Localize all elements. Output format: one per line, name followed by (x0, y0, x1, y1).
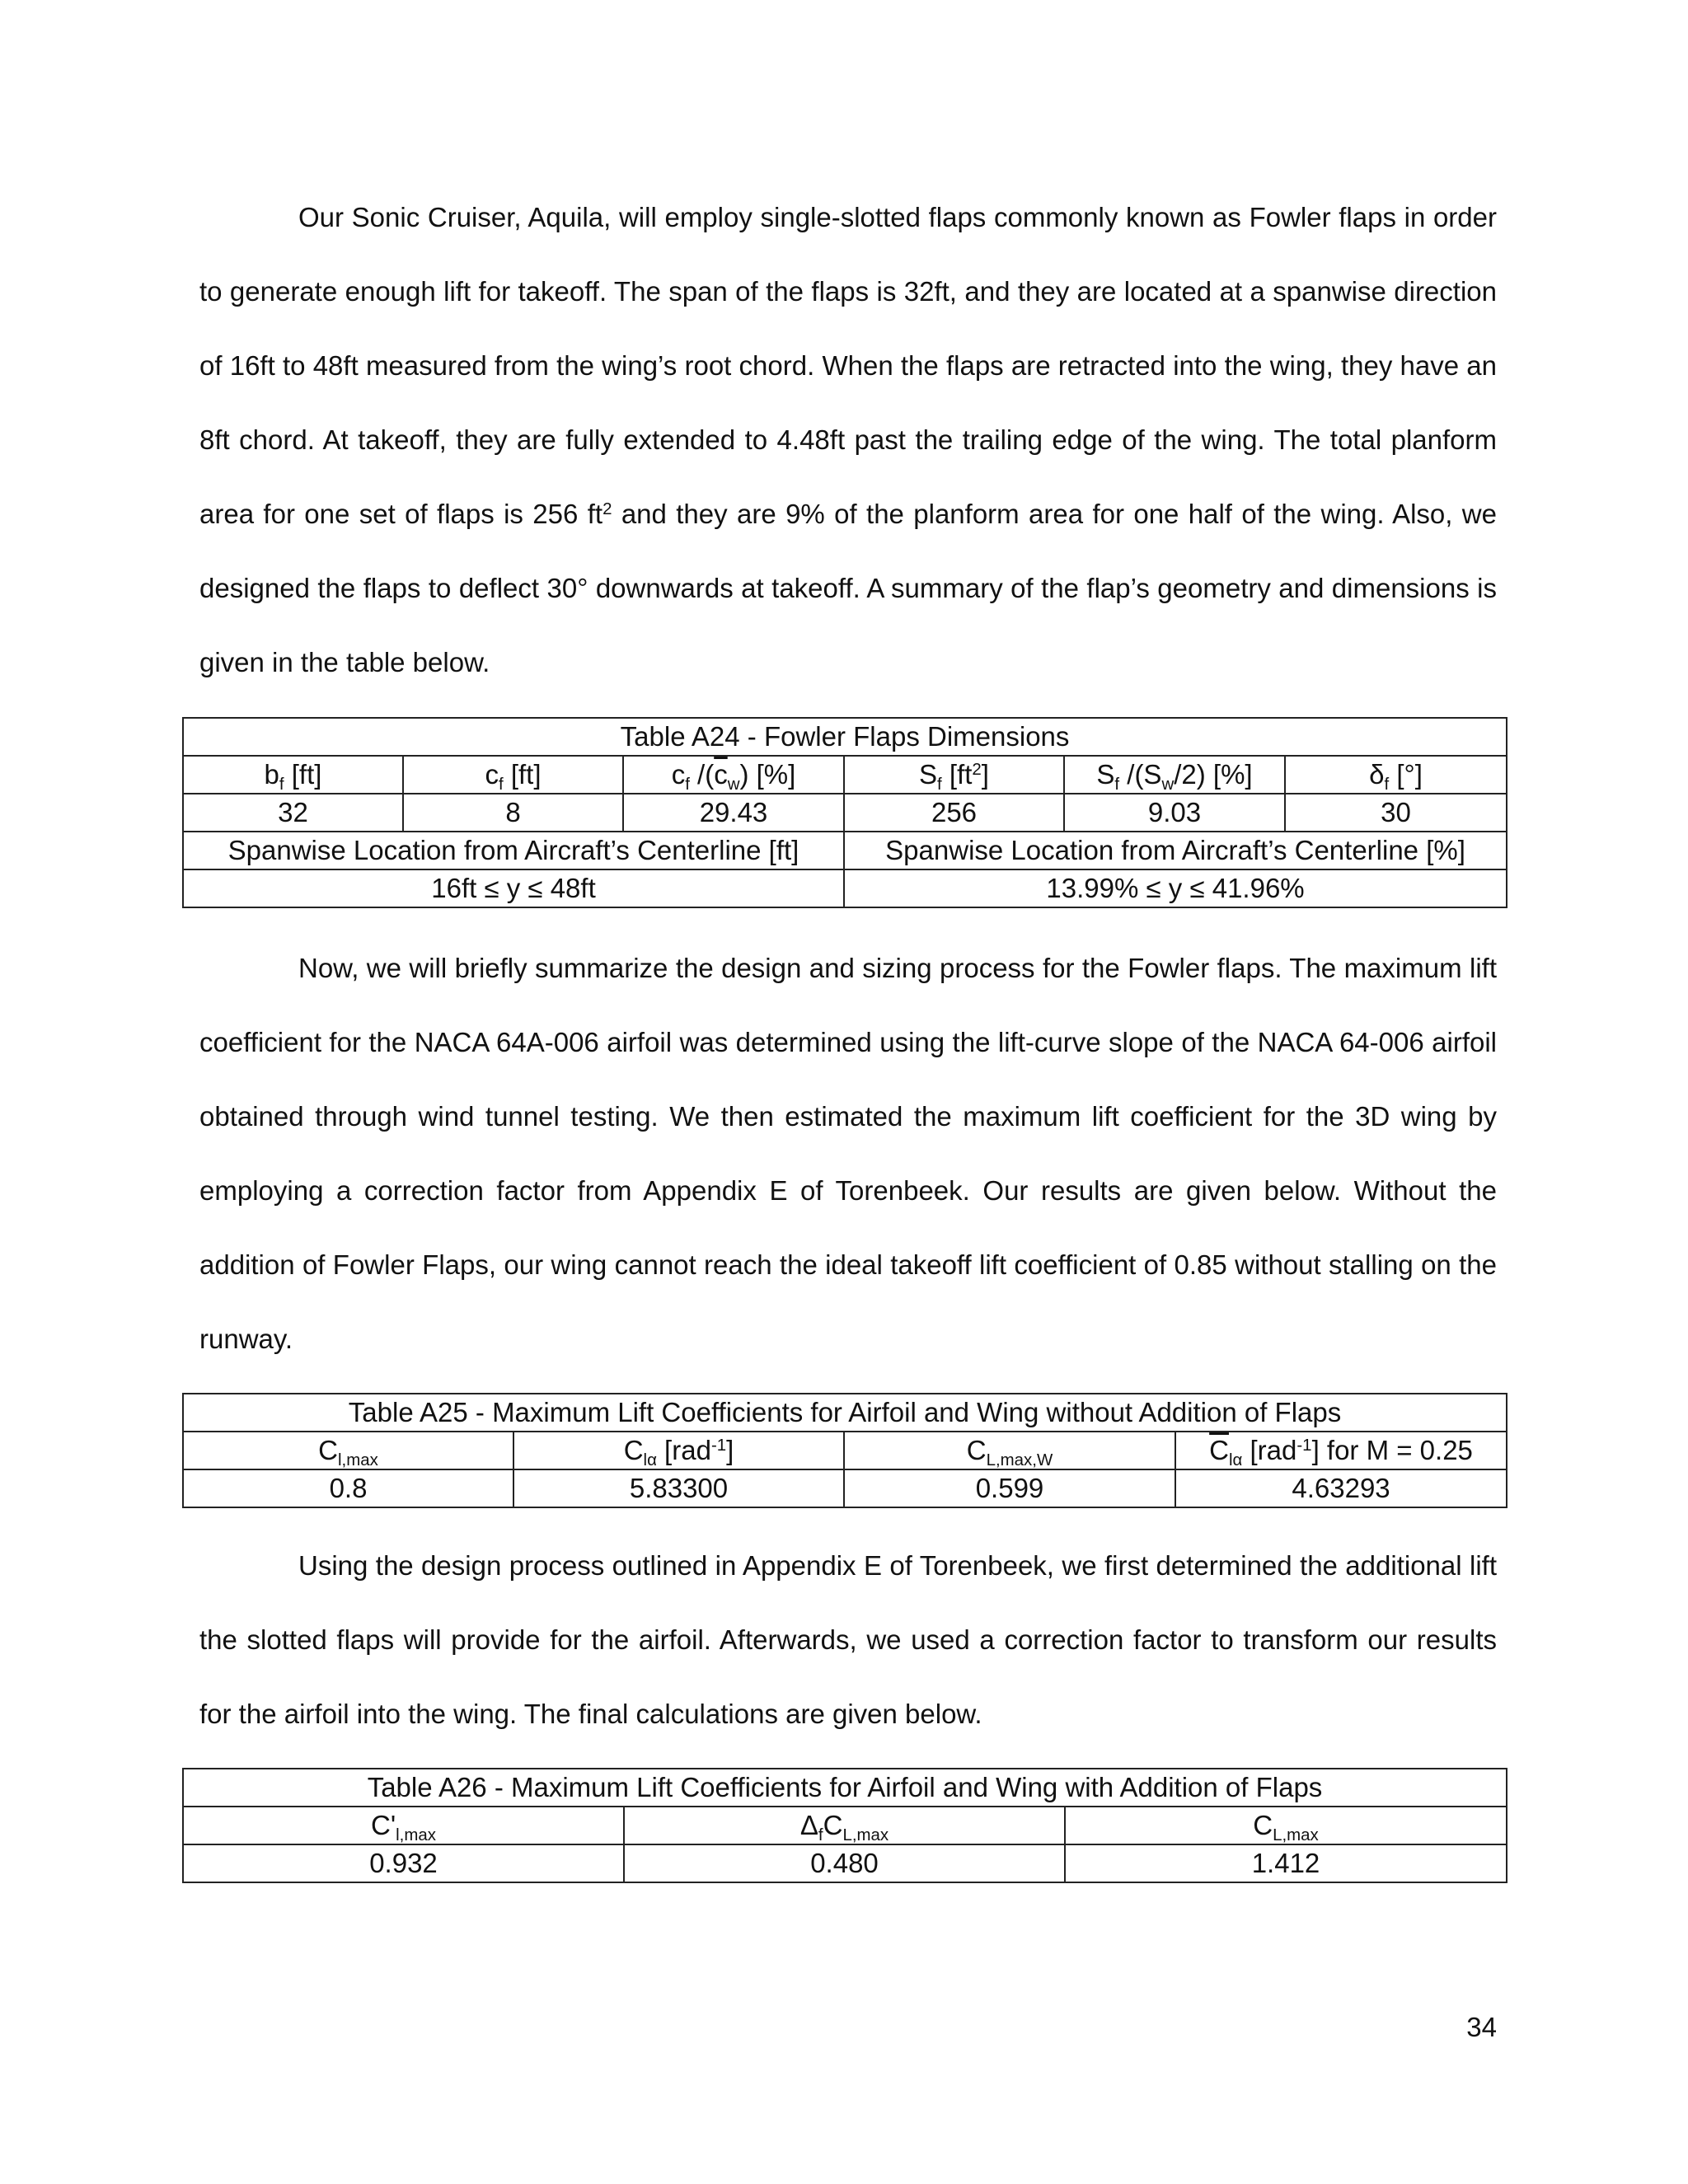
superscript: 2 (603, 499, 612, 518)
header-cell: $c_f$ $/(\overline{c}_w)$ [%] (623, 756, 844, 794)
table-row (183, 832, 1507, 869)
table-cell: 4.63293 (1175, 1469, 1507, 1507)
table-cell: 9.03 (1064, 794, 1285, 832)
table-title-row (183, 1394, 1507, 1432)
table-header-row (183, 1807, 1507, 1844)
table-title: Table A24 - Fowler Flaps Dimensions (183, 718, 1507, 756)
table-cell: Spanwise Location from Aircraft’s Centerline [ft] (183, 832, 844, 869)
table-cell: 0.8 (183, 1469, 513, 1507)
table-cell: 0.480 (624, 1844, 1065, 1882)
paragraph-text: and they are 9% of the planform area for one half of the wing. Also, we designed the flaps to deflect 30° downwards at takeoff. A summary of the flap’s geometry and dimensions is given in the table below. (199, 499, 1497, 677)
header-cell: $C_{L,max,W}$ (844, 1432, 1175, 1469)
paragraph-text: Now, we will briefly summarize the design and sizing process for the Fowler flaps. The maximum lift coefficient for the NACA 64A-006 airfoil was determined using the lift-curve slope of the NACA 64-006 airfoil obtained through wind tunnel testing. We then estimated the maximum lift coefficient for the 3D wing by employing a correction factor from Appendix E of Torenbeek. Our results are given below. Without the addition of Fowler Flaps, our wing cannot reach the ideal takeoff lift coefficient of 0.85 without stalling on the runway. (199, 953, 1497, 1354)
header-cell: $C_{L,max}$ (1065, 1807, 1507, 1844)
table-a24-fowler-flaps-dimensions (182, 717, 1507, 908)
table-title-row (183, 718, 1507, 756)
table-a25-lift-coefficients-without-flaps (182, 1393, 1507, 1508)
table-title-row (183, 1769, 1507, 1807)
paragraph-text: Our Sonic Cruiser, Aquila, will employ single-slotted flaps commonly known as Fowler flaps in order to generate enough lift for takeoff. The span of the flaps is 32ft, and they are located at a spanwise direction of 16ft to 48ft measured from the wing’s root chord. When the flaps are retracted into the wing, they have an 8ft chord. At takeoff, they are fully extended to 4.48ft past the trailing edge of the wing. The total planform area for one set of flaps is 256 ft (199, 202, 1497, 529)
paragraph-with-flaps (199, 1529, 1497, 1751)
paragraph-text: Using the design process outlined in Appendix E of Torenbeek, we first determined the additional lift the slotted flaps will provide for the airfoil. Afterwards, we used a correction factor to transform our results for the airfoil into the wing. The final calculations are given below. (199, 1550, 1497, 1729)
table-cell: 5.83300 (513, 1469, 844, 1507)
table-title: Table A25 - Maximum Lift Coefficients for Airfoil and Wing without Addition of Flaps (183, 1394, 1507, 1432)
header-cell: $c_f$ [ft] (403, 756, 623, 794)
header-cell: $C'_{l,max}$ (183, 1807, 624, 1844)
table-header-row (183, 1432, 1507, 1469)
header-cell: $\Delta_fC_{L,max}$ (624, 1807, 1065, 1844)
table-header-row (183, 756, 1507, 794)
header-cell: $C_{l,max}$ (183, 1432, 513, 1469)
header-cell: $\delta_f$ [°] (1285, 756, 1507, 794)
table-row (183, 869, 1507, 907)
table-cell: 13.99% ≤ y ≤ 41.96% (844, 869, 1507, 907)
header-cell: $S_f$ $/(S_w/2)$ [%] (1064, 756, 1285, 794)
table-cell: 8 (403, 794, 623, 832)
table-row (183, 1469, 1507, 1507)
table-cell: 1.412 (1065, 1844, 1507, 1882)
page-number: 34 (1466, 2012, 1497, 2042)
table-cell: 16ft ≤ y ≤ 48ft (183, 869, 844, 907)
table-cell: 29.43 (623, 794, 844, 832)
header-cell: $b_f$ [ft] (183, 756, 403, 794)
paragraph-flap-description (199, 180, 1497, 700)
paragraph-design-process (199, 931, 1497, 1376)
table-cell: 32 (183, 794, 403, 832)
table-row (183, 1844, 1507, 1882)
table-row (183, 794, 1507, 832)
table-cell: 30 (1285, 794, 1507, 832)
table-a26-lift-coefficients-with-flaps (182, 1768, 1507, 1883)
table-title: Table A26 - Maximum Lift Coefficients for Airfoil and Wing with Addition of Flaps (183, 1769, 1507, 1807)
table-cell: 0.599 (844, 1469, 1175, 1507)
table-cell: 0.932 (183, 1844, 624, 1882)
table-cell: 256 (844, 794, 1064, 832)
table-cell: Spanwise Location from Aircraft’s Centerline [%] (844, 832, 1507, 869)
header-cell: $C_{l\alpha}$ [rad$^{-1}$] (513, 1432, 844, 1469)
header-cell: $\overline{C}_{l\alpha}$ [rad$^{-1}$] for M = 0.25 (1175, 1432, 1507, 1469)
header-cell: $S_f$ $[ft^2]$ (844, 756, 1064, 794)
